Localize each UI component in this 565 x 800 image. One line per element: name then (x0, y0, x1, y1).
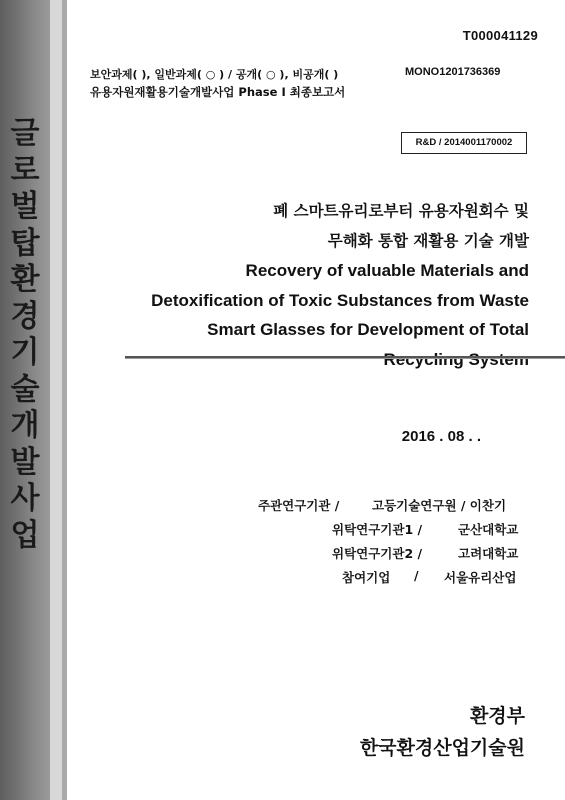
org-role: 참여기업 (342, 570, 391, 585)
org-name: 서울유리산업 (444, 570, 517, 585)
side-title-char: 환 (10, 262, 40, 297)
org-name: 고등기술연구원 / 이찬기 (372, 498, 507, 513)
side-title-char: 개 (10, 408, 40, 443)
ministry-name: 환경부 (469, 705, 525, 727)
title-en-line: Detoxification of Toxic Substances from Waste (151, 290, 529, 310)
classification-line: 보안과제( ), 일반과제( ○ ) / 공개( ○ ), 비공개( ) (90, 68, 339, 81)
side-title-char: 사 (10, 481, 40, 516)
title-divider (125, 356, 565, 359)
title-block (151, 196, 529, 374)
side-title-char: 업 (10, 517, 40, 553)
side-title-char: 글 (10, 116, 40, 151)
org-name: 고려대학교 (458, 546, 519, 561)
side-title-char: 탑 (10, 225, 40, 261)
org-row-participating (230, 568, 530, 590)
org-name: 군산대학교 (458, 522, 519, 537)
side-title-char: 술 (10, 371, 40, 407)
mono-id: MONO1201736369 (405, 66, 501, 78)
side-title-char: 경 (10, 298, 40, 334)
org-row-consigned-2 (230, 544, 530, 566)
rd-number-box: R&D / 2014001170002 (401, 132, 527, 154)
side-band (0, 0, 50, 800)
side-title-char: 로 (10, 152, 40, 188)
org-role: 위탁연구기관2 / (332, 546, 423, 561)
title-ko-line: 무해화 통합 재활용 기술 개발 (327, 232, 529, 250)
side-title-char: 기 (10, 335, 40, 370)
side-title-char: 발 (10, 444, 40, 480)
document-id: T000041129 (462, 28, 538, 43)
title-en-line: Recycling System (383, 349, 529, 369)
side-title (0, 116, 50, 554)
title-ko-line: 폐 스마트유리로부터 유용자원회수 및 (273, 202, 529, 220)
org-role: 주관연구기관 / (258, 498, 340, 513)
title-en-line: Recovery of valuable Materials and (245, 261, 529, 280)
institute-name: 한국환경산업기술원 (359, 737, 525, 759)
org-role: 위탁연구기관1 / (332, 522, 423, 537)
org-separator: / (414, 568, 419, 583)
org-row-consigned-1 (230, 520, 530, 542)
project-line: 유용자원재활용기술개발사업 Phase Ⅰ 최종보고서 (90, 85, 346, 99)
report-date: 2016 . 08 . . (401, 428, 481, 445)
side-stripe-dark (62, 0, 67, 800)
title-en-line: Smart Glasses for Development of Total (207, 320, 529, 339)
side-stripe-light (50, 0, 62, 800)
side-title-char: 벌 (10, 189, 40, 224)
org-row-lead (230, 496, 530, 518)
